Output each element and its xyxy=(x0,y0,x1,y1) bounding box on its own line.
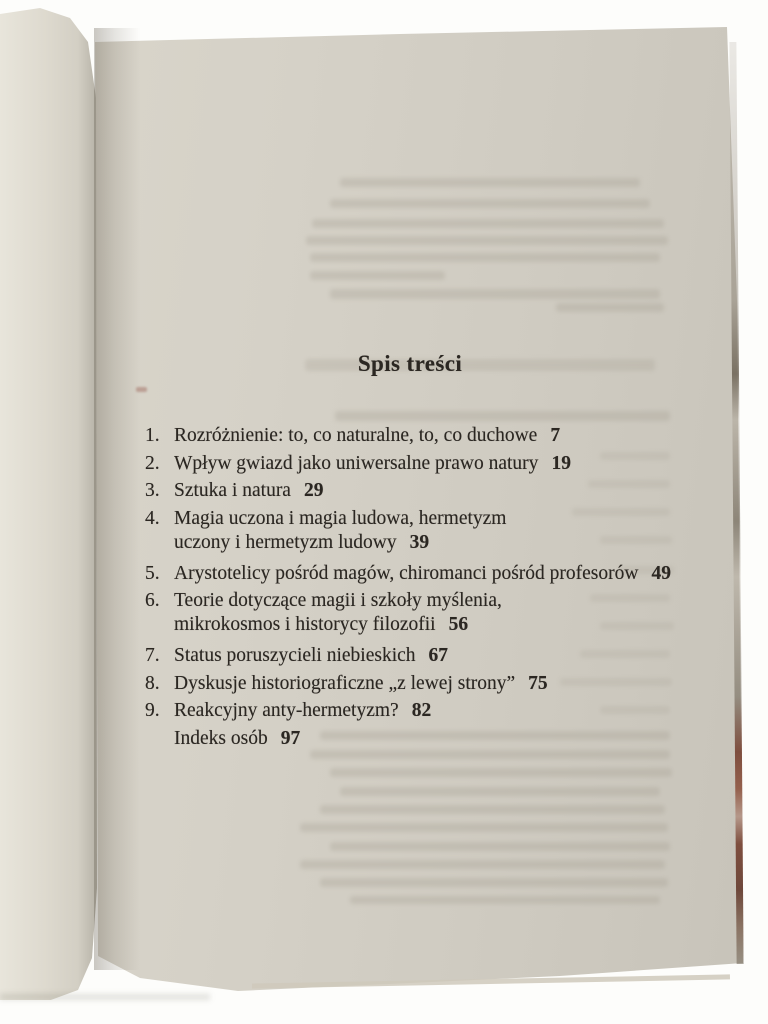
toc-item-page-number: 75 xyxy=(528,672,548,694)
toc-item-text: Wpływ gwiazd jako uniwersalne prawo natury 19 xyxy=(174,452,571,474)
toc-item-text: Rozróżnienie: to, co naturalne, to, co duchowe 7 xyxy=(174,425,561,446)
toc-item-number: 9. xyxy=(145,700,160,721)
toc-item-page-number: 82 xyxy=(411,700,432,721)
toc-item xyxy=(145,562,735,586)
toc-item xyxy=(145,672,735,696)
toc-item-text: Indeks osób 97 xyxy=(174,727,301,749)
toc-item xyxy=(145,727,735,751)
toc-item xyxy=(145,507,735,555)
toc-item xyxy=(145,699,735,723)
toc-item-page-number: 49 xyxy=(651,562,671,584)
toc-item-number: 2. xyxy=(145,452,160,474)
toc-item-page-number: 97 xyxy=(280,727,301,749)
toc-item-page-number: 19 xyxy=(551,452,571,474)
toc-item-number: 1. xyxy=(145,425,160,446)
toc-item-number: 7. xyxy=(145,645,160,666)
toc-item-number: 3. xyxy=(145,480,160,501)
toc-item-number: 5. xyxy=(145,562,160,584)
toc-item xyxy=(145,479,735,503)
toc-item xyxy=(145,424,735,448)
toc-item xyxy=(145,644,735,668)
toc-item-page-number: 39 xyxy=(409,531,430,553)
toc-item-number: 6. xyxy=(145,590,160,611)
toc-item xyxy=(145,452,735,476)
toc-item-page-number: 7 xyxy=(550,425,561,446)
toc-item-text: Arystotelicy pośród magów, chiromanci pośród profesorów 49 xyxy=(174,562,671,584)
toc-item-text: Reakcyjny anty-hermetyzm? 82 xyxy=(174,700,432,721)
toc-item-page-number: 56 xyxy=(448,614,469,635)
toc-item-page-number: 67 xyxy=(428,645,449,666)
toc-item-number: 4. xyxy=(145,507,160,529)
toc-item-text: Dyskusje historiograficzne „z lewej strony” 75 xyxy=(174,672,548,694)
toc-list xyxy=(145,424,735,754)
toc-item-text: Sztuka i natura 29 xyxy=(174,480,324,501)
toc-item xyxy=(145,589,735,637)
toc-item-number xyxy=(145,727,174,751)
toc-item-text: Magia uczona i magia ludowa, hermetyzm uczony i hermetyzm ludowy 39 xyxy=(174,507,507,553)
toc-item-text: Teorie dotyczące magii i szkoły myślenia, mikrokosmos i historycy filozofii 56 xyxy=(174,590,502,635)
toc-item-number: 8. xyxy=(145,672,160,694)
toc-item-text: Status poruszycieli niebieskich 67 xyxy=(174,645,449,666)
toc-item-page-number: 29 xyxy=(303,480,324,501)
toc-title: Spis treści xyxy=(357,351,463,376)
